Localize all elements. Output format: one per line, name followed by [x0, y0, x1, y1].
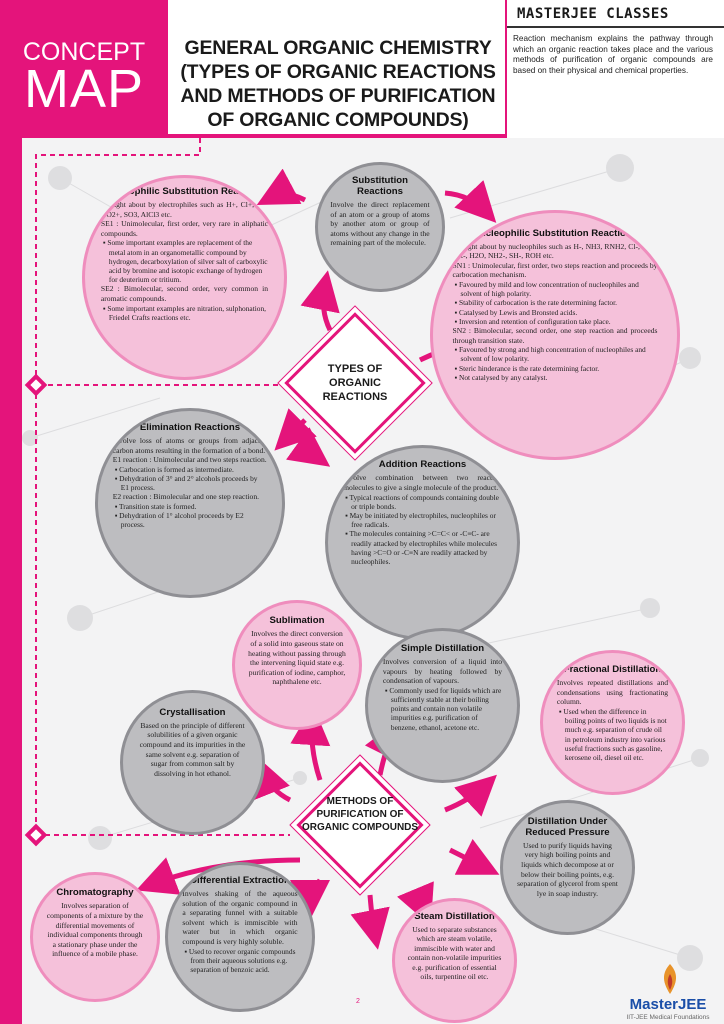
- se1-text: SE1 : Unimolecular, first order, very rare in aliphatic compounds.: [100, 219, 269, 238]
- node-title: Nucleophilic Substitution Reactions: [472, 227, 638, 239]
- node-title: Sublimation: [269, 615, 325, 627]
- node-title: Chromatography: [56, 887, 134, 899]
- page-number: 2: [356, 998, 360, 1005]
- bullet: ▪ Carbocation is formed as intermediate.: [114, 464, 234, 474]
- bullet: ▪ Used to recover organic compounds from their aqueous solutions e.g. separation of benzoic acid.: [184, 946, 296, 975]
- bullet: ▪ Some important examples are replacement of the metal atom in an organometallic compound by hydrogen, decarboxylation of silver salt of carboxylic acid by bromine and isotopic exchange of hydrogen for deuterium or tritium.: [102, 238, 268, 285]
- sn1-text: SN1 : Unimolecular, first order, two steps reaction and proceeds by carbocation mechanism.: [452, 260, 658, 280]
- bullet: ▪ Steric hinderance is the rate determining factor.: [454, 363, 600, 373]
- hub-purification-label: METHODS OF PURIFICATION OF ORGANIC COMPOUNDS: [301, 796, 419, 833]
- node-crystallisation: [120, 690, 265, 835]
- e2-text: E2 reaction : Bimolecular and one step reaction.: [112, 492, 260, 502]
- sn2-text: SN2 : Bimolecular, second order, one step reaction and proceeds through transition state.: [452, 326, 658, 345]
- intro-description: Reaction mechanism explains the pathway through which an organic reaction takes place and the various methods of purification of organic compounds are based on their physical and chemical properties.: [513, 34, 713, 75]
- node-text: Involves repeated distillations and condensations using fractionating column.: [556, 678, 669, 707]
- map-label: MAP: [23, 59, 145, 119]
- node-title: Substitution Reactions: [352, 174, 408, 197]
- node-title: Addition Reactions: [378, 459, 467, 471]
- node-text: Brought about by nucleophiles such as H-, NH3, RNH2, Cl-, OH-, OR-, H2O, NH2-, SH-, ROH etc.: [452, 241, 658, 261]
- node-sublimation: [232, 600, 362, 730]
- node-title: Distillation Under Reduced Pressure: [525, 815, 610, 838]
- node-text: Brought about by electrophiles such as H+, Cl+, R+, NO2+, SO3, AlCl3 etc.: [100, 199, 269, 219]
- bullet: ▪ Some important examples are nitration, sulphonation, Friedel Crafts reactions etc.: [102, 303, 267, 322]
- node-text: Involves separation of components of a mixture by the differential movements of individual components through a stationary phase under the influence of a mobile phase.: [46, 901, 144, 959]
- concept-label: CONCEPT: [22, 38, 146, 66]
- node-simple-distillation: [365, 628, 520, 783]
- node-title: Differential Extraction: [190, 875, 290, 887]
- logo-text: MasterJEE: [629, 996, 707, 1013]
- bullet: ▪ Favoured by mild and low concentration of nucleophiles and solvent of high polarity.: [454, 280, 639, 299]
- node-text: Used to separate substances which are steam volatile, immiscible with water and contain non-volatile impurities e.g. purification of essential oils, turpentine oil etc.: [407, 924, 502, 982]
- node-reduced-pressure: [500, 800, 635, 935]
- bullet: ▪ Commonly used for liquids which are sufficiently stable at their boiling points and contain non volatile impurities e.g. purification of benzene, ethanol, acetone etc.: [384, 685, 502, 732]
- node-title: Electrophilic Substitution Reactions: [102, 185, 267, 197]
- bullet: ▪ Stability of carbocation is the rate determining factor.: [454, 298, 618, 308]
- node-text: Involves shaking of the aqueous solution of the organic compound in a separating funnel with a suitable solvent which is immiscible with water but in which organic compound is very highly soluble.: [182, 889, 298, 947]
- logo-tagline: IIT-JEE Medical Foundations: [626, 1014, 710, 1021]
- node-title: Simple Distillation: [400, 642, 485, 654]
- node-title: Steam Distillation: [414, 910, 495, 922]
- bullet: ▪ Dehydration of 1° alcohol proceeds by E2 process.: [114, 511, 244, 530]
- bullet: ▪ Typical reactions of compounds containing double or triple bonds.: [345, 492, 499, 511]
- node-title: Fractional Distillation: [563, 664, 662, 676]
- node-text: Involve combination between two reacting molecules to give a single molecule of the product.: [343, 473, 502, 492]
- node-elimination: [95, 408, 285, 598]
- node-addition: [325, 445, 520, 640]
- node-nucleophilic: [430, 210, 680, 460]
- bullet: ▪ May be initiated by electrophiles, nucleophiles or free radicals.: [345, 510, 496, 530]
- node-electrophilic: [82, 175, 287, 380]
- node-title: Elimination Reactions: [139, 422, 241, 434]
- e1-text: E1 reaction : Unimolecular and two steps reaction.: [112, 455, 267, 465]
- node-substitution: [315, 162, 445, 292]
- se2-text: SE2 : Bimolecular, second order, very common in aromatic compounds.: [100, 284, 269, 303]
- node-fractional-distillation: [540, 650, 685, 795]
- node-text: Involve the direct replacement of an atom or a group of atoms by another atom or group of atoms without any change in the remaining part of the molecule.: [330, 199, 430, 248]
- node-text: Based on the principle of different solubilities of a given organic compound and its impurities in the same solvent e.g. separation of sugar from common salt by dissolving in hot ethanol.: [139, 720, 246, 778]
- bullet: ▪ Favoured by strong and high concentration of nucleophiles and solvent of low polarity.: [454, 345, 646, 364]
- bullet: ▪ Transition state is formed.: [114, 502, 197, 512]
- bullet: ▪ Catalysed by Lewis and Bronsted acids.: [454, 307, 578, 317]
- bullet: ▪ Not catalysed by any catalyst.: [454, 372, 548, 382]
- node-steam-distillation: [392, 898, 517, 1023]
- node-differential-extraction: [165, 862, 315, 1012]
- flame-icon: [655, 962, 685, 996]
- node-text: Involves conversion of a liquid into vapours by heating followed by condensation of vapours.: [382, 656, 503, 686]
- node-text: Involves the direct conversion of a solid into gaseous state on heating without passing through the intervening liquid state e.g. purification of iodine, camphor, naphthalene etc.: [248, 629, 346, 687]
- node-text: Used to purify liquids having very high boiling points and liquids which decompose at or below their boiling points, e.g. separation of glycerol from spent lye in soap industry.: [517, 840, 618, 898]
- hub-reactions-label: TYPES OF ORGANIC REACTIONS: [322, 363, 388, 403]
- bullet: ▪ Inversion and retention of configuration take place.: [454, 316, 611, 326]
- brand-name: MASTERJEE CLASSES: [517, 6, 669, 22]
- bullet: ▪ Used when the difference in boiling points of two liquids is not much e.g. separation of crude oil in petroleum industry into various useful fractions such as gasoline, kerosene oil, diesel oil etc.: [558, 706, 667, 762]
- bullet: ▪ The molecules containing >C=C< or -C≡C- are readily attacked by electrophiles while molecules having >C=O or -C≡N are readily attacked by nucleophiles.: [345, 529, 498, 566]
- node-text: Involve loss of atoms or groups from adjacent carbon atoms resulting in the formation of a bond.: [112, 436, 268, 455]
- bullet: ▪ Dehydration of 3° and 2° alcohols proceeds by E1 process.: [114, 474, 258, 493]
- page-title: GENERAL ORGANIC CHEMISTRY (TYPES OF ORGANIC REACTIONS AND METHODS OF PURIFICATION OF ORGANIC COMPOUNDS): [180, 37, 496, 131]
- masterjee-logo: [612, 962, 720, 1022]
- node-chromatography: [30, 872, 160, 1002]
- node-title: Crystallisation: [159, 706, 226, 718]
